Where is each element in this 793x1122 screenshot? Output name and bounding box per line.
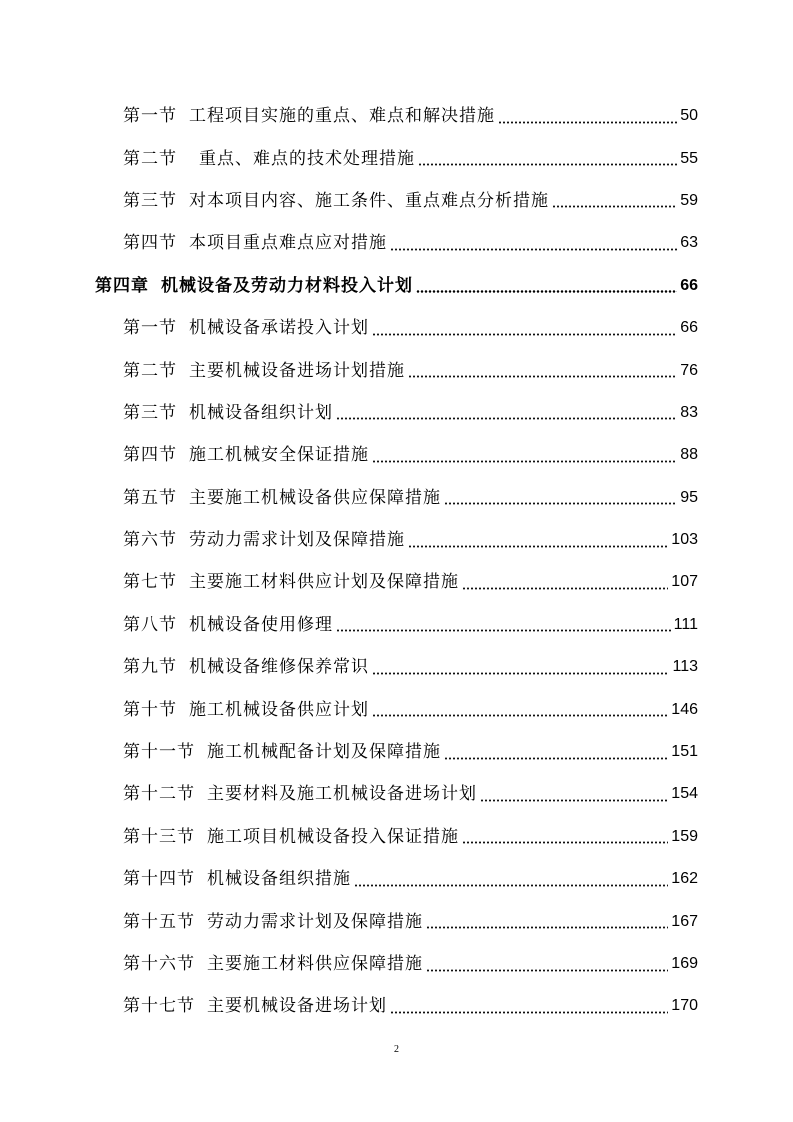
toc-chapter-page: 66 [680, 276, 698, 294]
toc-entry-title: 本项目重点难点应对措施 [189, 233, 387, 254]
toc-entry [123, 222, 698, 264]
toc-entry-title: 机械设备承诺投入计划 [189, 318, 369, 339]
toc-dot-leader [416, 290, 677, 293]
toc-dot-leader [462, 841, 668, 844]
toc-entry-page: 103 [671, 531, 698, 549]
toc-entry [123, 392, 698, 434]
toc-entry-title: 重点、难点的技术处理措施 [199, 148, 415, 169]
toc-entry-title: 机械设备维修保养常识 [189, 657, 369, 678]
toc-entry-page: 76 [680, 361, 698, 379]
toc-entry-title: 施工项目机械设备投入保证措施 [207, 826, 459, 847]
toc-dot-leader [418, 163, 677, 166]
toc-entry-page: 154 [671, 785, 698, 803]
toc-entry-number: 第十七节 [123, 996, 195, 1017]
toc-entry-page: 107 [671, 573, 698, 591]
toc-dot-leader [498, 121, 677, 124]
toc-entry-number: 第五节 [123, 487, 177, 508]
toc-dot-leader [552, 205, 677, 208]
toc-dot-leader [444, 757, 668, 760]
toc-chapter-entry [95, 265, 698, 307]
toc-dot-leader [336, 629, 671, 632]
toc-entry-page: 59 [680, 191, 698, 209]
toc-dot-leader [336, 417, 677, 420]
toc-entry [123, 985, 698, 1027]
toc-entry-title: 劳动力需求计划及保障措施 [189, 530, 405, 551]
toc-entry-title: 工程项目实施的重点、难点和解决措施 [189, 106, 495, 127]
toc-entry-page: 50 [680, 107, 698, 125]
toc-entry-title: 主要施工材料供应计划及保障措施 [189, 572, 459, 593]
toc-entry [123, 688, 698, 730]
toc-dot-leader [408, 375, 677, 378]
toc-entry-title: 对本项目内容、施工条件、重点难点分析措施 [189, 190, 549, 211]
toc-chapter-number: 第四章 [95, 275, 149, 296]
toc-entry-title: 劳动力需求计划及保障措施 [207, 911, 423, 932]
toc-entry-page: 88 [680, 446, 698, 464]
page-number: 2 [394, 1044, 399, 1055]
toc-entry [123, 477, 698, 519]
toc-entry-page: 151 [671, 743, 698, 761]
toc-entry-page: 63 [680, 234, 698, 252]
toc-entry-number: 第一节 [123, 106, 177, 127]
toc-entry-number: 第六节 [123, 530, 177, 551]
toc-entry-page: 113 [672, 658, 698, 676]
toc-dot-leader [426, 969, 668, 972]
toc-entry-number: 第四节 [123, 445, 177, 466]
toc-dot-leader [390, 248, 677, 251]
toc-entry [123, 731, 698, 773]
toc-dot-leader [408, 545, 668, 548]
toc-entry-number: 第七节 [123, 572, 177, 593]
toc-entry-title: 主要机械设备进场计划措施 [189, 360, 405, 381]
toc-entry-page: 55 [680, 149, 698, 167]
toc-dot-leader [372, 460, 677, 463]
toc-dot-leader [390, 1011, 668, 1014]
toc-entry-page: 167 [671, 912, 698, 930]
toc-entry [123, 519, 698, 561]
toc-dot-leader [372, 714, 668, 717]
toc-entry-number: 第二节 [123, 360, 177, 381]
toc-entry-page: 83 [680, 403, 698, 421]
toc-entry-number: 第一节 [123, 318, 177, 339]
toc-entry-page: 146 [671, 700, 698, 718]
toc-entry-title: 主要施工材料供应保障措施 [207, 954, 423, 974]
toc-entry-title: 施工机械设备供应计划 [189, 699, 369, 720]
toc-entry-number: 第十一节 [123, 742, 195, 763]
toc-entry [123, 646, 698, 688]
toc-entry-title: 机械设备组织计划 [189, 402, 333, 423]
toc-entry-number: 第十三节 [123, 826, 195, 847]
toc-entry-title: 主要材料及施工机械设备进场计划 [207, 784, 477, 805]
toc-entry-number: 第八节 [123, 614, 177, 635]
table-of-contents [95, 95, 698, 1028]
toc-entry-page: 111 [673, 615, 698, 633]
toc-entry [123, 900, 698, 942]
toc-dot-leader [372, 333, 677, 336]
toc-entry [123, 604, 698, 646]
toc-entry-page: 95 [680, 488, 698, 506]
toc-entry [123, 943, 698, 985]
toc-entry [123, 858, 698, 900]
toc-entry-number: 第九节 [123, 657, 177, 678]
toc-entry [123, 307, 698, 349]
toc-entry-page: 66 [680, 319, 698, 337]
toc-entry-number: 第四节 [123, 233, 177, 254]
toc-entry-number: 第十五节 [123, 911, 195, 932]
toc-entry-number: 第三节 [123, 190, 177, 211]
toc-chapter-title: 机械设备及劳动力材料投入计划 [161, 275, 413, 296]
toc-entry-number: 第十二节 [123, 784, 195, 805]
toc-entry [123, 180, 698, 222]
toc-entry [123, 95, 698, 137]
toc-entry [123, 816, 698, 858]
toc-entry-title: 施工机械安全保证措施 [189, 445, 369, 466]
toc-entry-page: 169 [671, 955, 698, 972]
toc-entry-title: 机械设备使用修理 [189, 614, 333, 635]
toc-dot-leader [372, 672, 669, 675]
toc-entry-title: 主要施工机械设备供应保障措施 [189, 487, 441, 508]
toc-entry [123, 137, 698, 179]
toc-entry-page: 159 [671, 827, 698, 845]
toc-entry [123, 349, 698, 391]
toc-entry-number: 第十四节 [123, 869, 195, 890]
toc-entry [123, 561, 698, 603]
toc-entry-number: 第十节 [123, 699, 177, 720]
toc-entry-page: 170 [671, 997, 698, 1015]
toc-dot-leader [444, 502, 677, 505]
toc-dot-leader [462, 587, 668, 590]
toc-entry [123, 773, 698, 815]
toc-entry-number: 第二节 [123, 148, 177, 169]
toc-dot-leader [480, 799, 668, 802]
toc-entry-title: 主要机械设备进场计划 [207, 996, 387, 1017]
toc-entry-number: 第十六节 [123, 954, 195, 974]
toc-entry-page: 162 [671, 870, 698, 888]
toc-entry-title: 机械设备组织措施 [207, 869, 351, 890]
toc-dot-leader [426, 926, 668, 929]
toc-entry [123, 434, 698, 476]
toc-dot-leader [354, 884, 668, 887]
toc-entry-title: 施工机械配备计划及保障措施 [207, 742, 441, 763]
toc-entry-number: 第三节 [123, 402, 177, 423]
